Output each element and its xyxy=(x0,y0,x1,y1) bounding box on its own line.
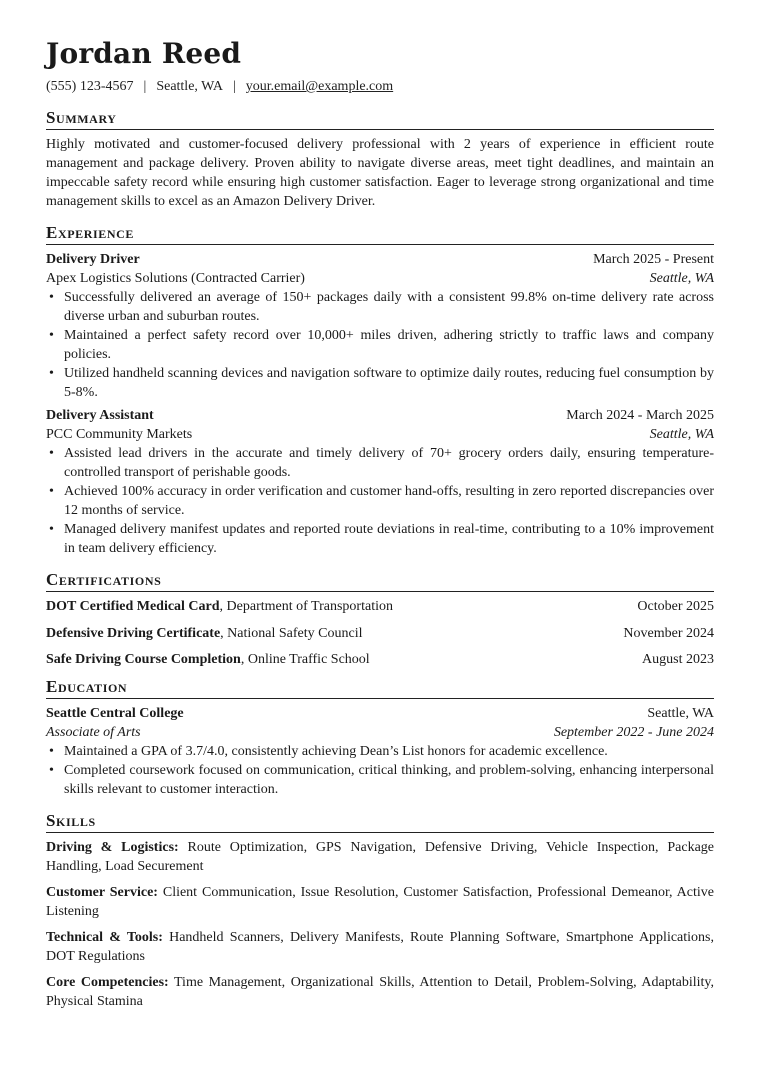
degree-name: Associate of Arts xyxy=(46,724,141,740)
list-item: • Managed delivery manifest updates and reported route deviations in real-time, contributing to a 10% improvement in team delivery efficiency. xyxy=(46,520,714,558)
job-header xyxy=(46,250,714,269)
skill-label: Customer Service: xyxy=(46,884,158,900)
skill-group xyxy=(46,838,714,876)
job-title: Delivery Assistant xyxy=(46,408,154,423)
skill-group xyxy=(46,928,714,966)
certification-name: Safe Driving Course Completion xyxy=(46,652,241,667)
skill-list: Route Optimization, GPS Navigation, Defensive Driving, Vehicle Inspection, Package Handling, Load Securement xyxy=(46,839,714,874)
skill-list: Client Communication, Issue Resolution, Customer Satisfaction, Professional Demeanor, Active Listening xyxy=(46,884,714,919)
company-name: Apex Logistics Solutions (Contracted Carrier) xyxy=(46,271,305,286)
certification-issuer: , Department of Transportation xyxy=(219,599,393,614)
skill-group xyxy=(46,883,714,921)
list-item: • Completed coursework focused on communication, critical thinking, and problem-solving, enhancing interpersonal skills relevant to customer interaction. xyxy=(46,761,714,799)
skill-label: Core Competencies: xyxy=(46,974,169,990)
contact-line xyxy=(46,78,714,96)
resume-content xyxy=(46,36,714,1018)
job-subheader xyxy=(46,269,714,288)
list-item: • Utilized handheld scanning devices and navigation software to optimize daily routes, reducing fuel consumption by 5-8%. xyxy=(46,364,714,402)
location: Seattle, WA xyxy=(156,79,223,94)
education-dates: September 2022 - June 2024 xyxy=(553,724,714,740)
list-item: • Achieved 100% accuracy in order verification and customer hand-offs, resulting in zero reported discrepancies over 12 months of service. xyxy=(46,482,714,520)
email-link[interactable]: your.email@example.com xyxy=(245,79,394,94)
job-subheader xyxy=(46,425,714,444)
certification-date: November 2024 xyxy=(623,625,714,641)
education-heading: Education xyxy=(46,677,714,699)
job-dates: March 2024 - March 2025 xyxy=(566,408,714,423)
certification-entry xyxy=(46,597,714,616)
job-location: Seattle, WA xyxy=(649,427,714,442)
summary-text: Highly motivated and customer-focused delivery professional with 2 years of experience in efficient route management and package delivery. Proven ability to navigate diverse areas, meet tight deadlines, and maintain an impeccable safety record while ensuring high customer satisfaction. Eager to leverage strong organizational and time management skills to excel as an Amazon Delivery Driver. xyxy=(46,137,714,209)
candidate-name: Jordan Reed xyxy=(46,37,242,70)
job-location: Seattle, WA xyxy=(649,271,714,286)
certification-issuer: , National Safety Council xyxy=(220,625,363,641)
certification-entry xyxy=(46,624,714,643)
phone-number: (555) 123-4567 xyxy=(46,79,134,94)
job-header xyxy=(46,406,714,425)
degree-row xyxy=(46,723,714,742)
certification-name: DOT Certified Medical Card xyxy=(46,599,220,614)
skills-heading: Skills xyxy=(46,811,714,833)
school-header xyxy=(46,704,714,723)
list-item: • Successfully delivered an average of 150+ packages daily with a consistent 99.8% on-time delivery rate across diverse urban and suburban routes. xyxy=(46,288,714,326)
summary-section xyxy=(46,108,714,211)
list-item: • Assisted lead drivers in the accurate and timely delivery of 70+ grocery orders daily, ensuring temperature-controlled transport of perishable goods. xyxy=(46,444,714,482)
skill-label: Technical & Tools: xyxy=(46,929,163,945)
experience-section xyxy=(46,223,714,558)
company-name: PCC Community Markets xyxy=(46,427,193,442)
separator: | xyxy=(232,79,236,94)
skill-label: Driving & Logistics: xyxy=(46,839,179,855)
list-item: • Maintained a GPA of 3.7/4.0, consistently achieving Dean’s List honors for academic excellence. xyxy=(46,742,714,761)
school-location: Seattle, WA xyxy=(647,705,714,721)
certifications-heading: Certifications xyxy=(46,570,714,592)
education-bullets xyxy=(46,742,714,799)
separator: | xyxy=(143,79,147,94)
certification-issuer: , Online Traffic School xyxy=(240,652,370,667)
job-dates: March 2025 - Present xyxy=(593,252,714,267)
job-bullets xyxy=(46,444,714,558)
job-title: Delivery Driver xyxy=(46,252,140,267)
certification-date: August 2023 xyxy=(642,652,714,667)
certification-date: October 2025 xyxy=(637,599,714,614)
summary-heading: Summary xyxy=(46,108,714,130)
certifications-section xyxy=(46,570,714,669)
school-name: Seattle Central College xyxy=(46,705,184,721)
job-entry xyxy=(46,250,714,402)
skill-list: Handheld Scanners, Delivery Manifests, Route Planning Software, Smartphone Applications, DOT Regulations xyxy=(46,929,714,964)
list-item: • Maintained a perfect safety record over 10,000+ miles driven, adhering strictly to traffic laws and company policies. xyxy=(46,326,714,364)
skill-list: Time Management, Organizational Skills, Attention to Detail, Problem-Solving, Adaptability, Physical Stamina xyxy=(46,974,714,1009)
experience-heading: Experience xyxy=(46,223,714,245)
certification-name: Defensive Driving Certificate xyxy=(46,625,221,641)
skill-group xyxy=(46,973,714,1011)
skills-section xyxy=(46,811,714,1011)
job-entry xyxy=(46,406,714,558)
certification-entry xyxy=(46,650,714,669)
education-section xyxy=(46,677,714,799)
job-bullets xyxy=(46,288,714,402)
